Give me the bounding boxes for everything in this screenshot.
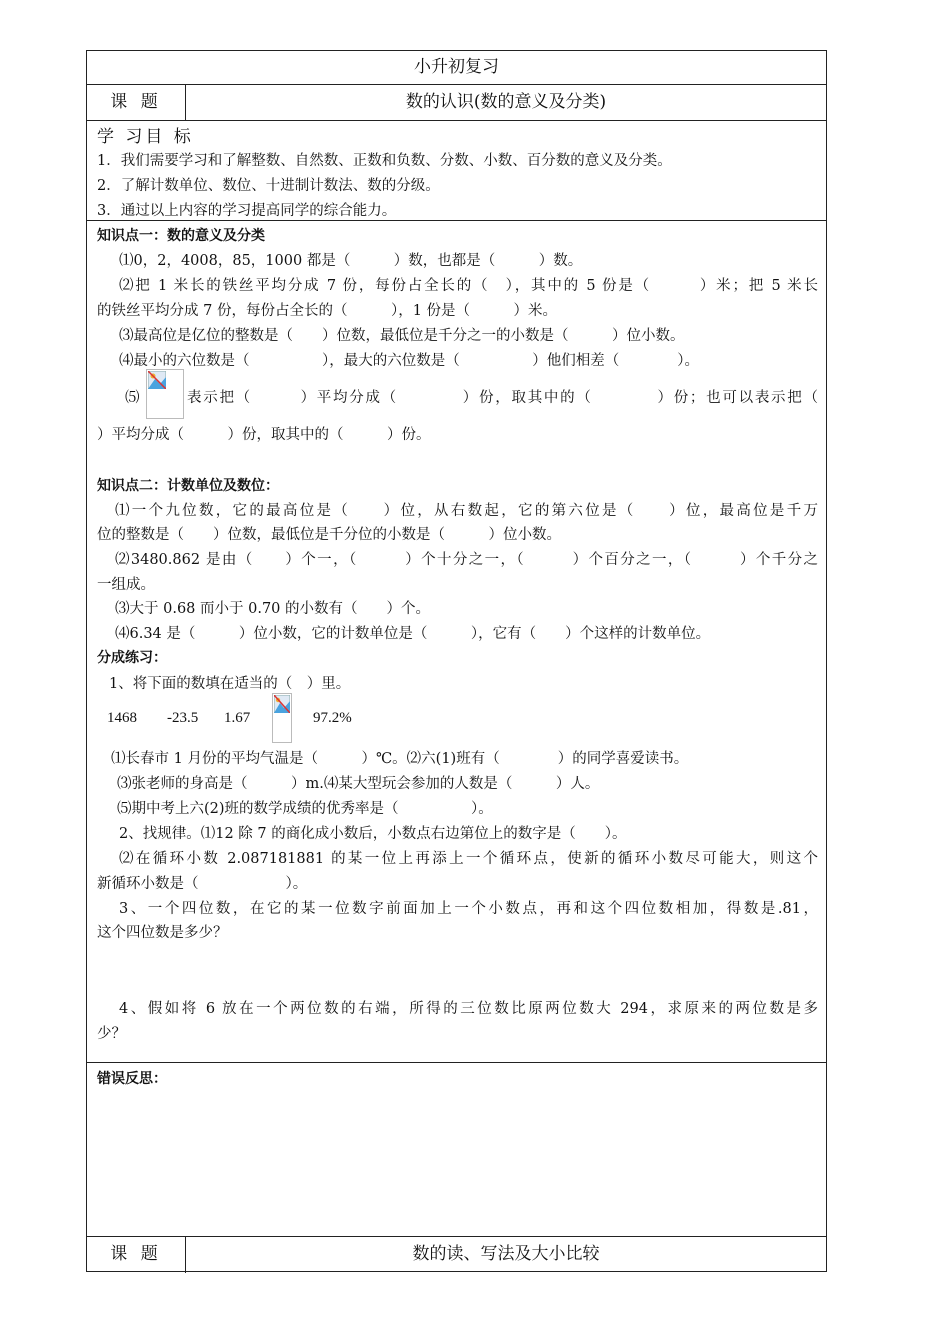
k2-question: ⑴一个九位数，它的最高位是（ ）位，从右数起，它的第六位是（ ）位，最高位是千万 xyxy=(115,503,818,519)
worksheet-table xyxy=(86,50,827,1272)
k1-q5-number: ⑸ xyxy=(125,390,140,406)
reflection-heading: 错误反思： xyxy=(97,1071,167,1087)
topic-row-2 xyxy=(87,1237,826,1273)
fraction-image-icon xyxy=(146,369,184,419)
k1-question: ）平均分成（ ）份，取其中的（ ）份。 xyxy=(97,427,431,443)
k1-question: ⑷最小的六位数是（ ），最大的六位数是（ ）他们相差（ ）。 xyxy=(119,353,699,369)
k2-question: 位的整数是（ ）位数，最低位是千分位的小数是（ ）位小数。 xyxy=(97,527,561,543)
knowledge-section xyxy=(87,221,826,1063)
k2-question: ⑶大于 0.68 而小于 0.70 的小数有（ ）个。 xyxy=(115,601,431,617)
k1-question: ⑶最高位是亿位的整数是（ ）位数，最低位是千分之一的小数是（ ）位小数。 xyxy=(119,328,685,344)
k1-question: ⑵把 1 米长的铁丝平均分成 7 份，每份占全长的（ ），其中的 5 份是（ ）米；把 5 米长 xyxy=(119,278,818,294)
practice-question: 1、将下面的数填在适当的（ ）里。 xyxy=(109,676,351,692)
k1-heading: 知识点一：数的意义及分类 xyxy=(97,228,265,244)
k2-question: ⑷6.34 是（ ）位小数，它的计数单位是（ ），它有（ ）个这样的计数单位。 xyxy=(115,626,711,642)
practice-question: 少？ xyxy=(97,1026,126,1042)
k2-heading: 知识点二：计数单位及数位： xyxy=(97,478,279,494)
practice-heading: 分成练习： xyxy=(97,650,167,666)
topic-value: 数的认识(数的意义及分类) xyxy=(405,92,607,112)
practice-question: 这个四位数是多少？ xyxy=(97,925,228,941)
goal-item: 2．了解计数单位、数位、十进制计数法、数的分级。 xyxy=(97,178,440,194)
practice-sub: ⑴长春市 1 月份的平均气温是（ ）℃。⑵六(1)班有（ ）的同学喜爱读书。 xyxy=(111,751,689,767)
fraction-image-icon xyxy=(272,693,292,743)
k1-question: ⑴0，2，4008，85，1000 都是（ ）数，也都是（ ）数。 xyxy=(119,253,583,269)
goal-item: 1．我们需要学习和了解整数、自然数、正数和负数、分数、小数、百分数的意义及分类。 xyxy=(97,153,672,169)
k1-question: 表示把（ ）平均分成（ ）份，取其中的（ ）份；也可以表示把（ xyxy=(187,390,818,406)
broken-image-icon xyxy=(148,371,166,389)
practice-sub: ⑶张老师的身高是（ ）m.⑷某大型玩会参加的人数是（ ）人。 xyxy=(117,776,600,792)
topic-row xyxy=(87,85,826,121)
k2-question: ⑵3480.862 是由（ ）个一，（ ）个十分之一，（ ）个百分之一，（ ）个千分之 xyxy=(115,552,818,568)
practice-question: ⑵在循环小数 2.087181881 的某一位上再添上一个循环点，使新的循环小数尽可能大，则这个 xyxy=(119,851,818,867)
number-item: -23.5 xyxy=(167,710,199,726)
page-title: 小升初复习 xyxy=(87,51,826,85)
practice-question: 4、假如将 6 放在一个两位数的右端，所得的三位数比原两位数大 294，求原来的两位数是多 xyxy=(119,1001,818,1017)
broken-image-icon xyxy=(274,695,290,713)
k1-question: 的铁丝平均分成 7 份，每份占全长的（ ），1 份是（ ）米。 xyxy=(97,303,558,319)
number-item: 1468 xyxy=(107,710,137,726)
learning-goals xyxy=(87,121,826,221)
error-reflection xyxy=(87,1063,826,1237)
practice-sub: ⑸期中考上六(2)班的数学成绩的优秀率是（ ）。 xyxy=(117,801,493,817)
goal-item: 3．通过以上内容的学习提高同学的综合能力。 xyxy=(97,203,397,219)
number-item: 97.2% xyxy=(313,710,352,726)
topic-label: 课 题 xyxy=(87,85,186,120)
goals-heading: 学 习目 标 xyxy=(97,127,194,147)
topic-label: 课 题 xyxy=(87,1237,186,1273)
number-item: 1.67 xyxy=(224,710,251,726)
practice-question: 3、一个四位数，在它的某一位数字前面加上一个小数点，再和这个四位数相加，得数是.81， xyxy=(119,901,818,917)
topic-value: 数的读、写法及大小比较 xyxy=(412,1244,600,1264)
k2-question: 一组成。 xyxy=(97,577,155,593)
practice-question: 新循环小数是（ ）。 xyxy=(97,876,308,892)
practice-question: 2、找规律。⑴12 除 7 的商化成小数后，小数点右边第位上的数字是（ ）。 xyxy=(119,826,627,842)
